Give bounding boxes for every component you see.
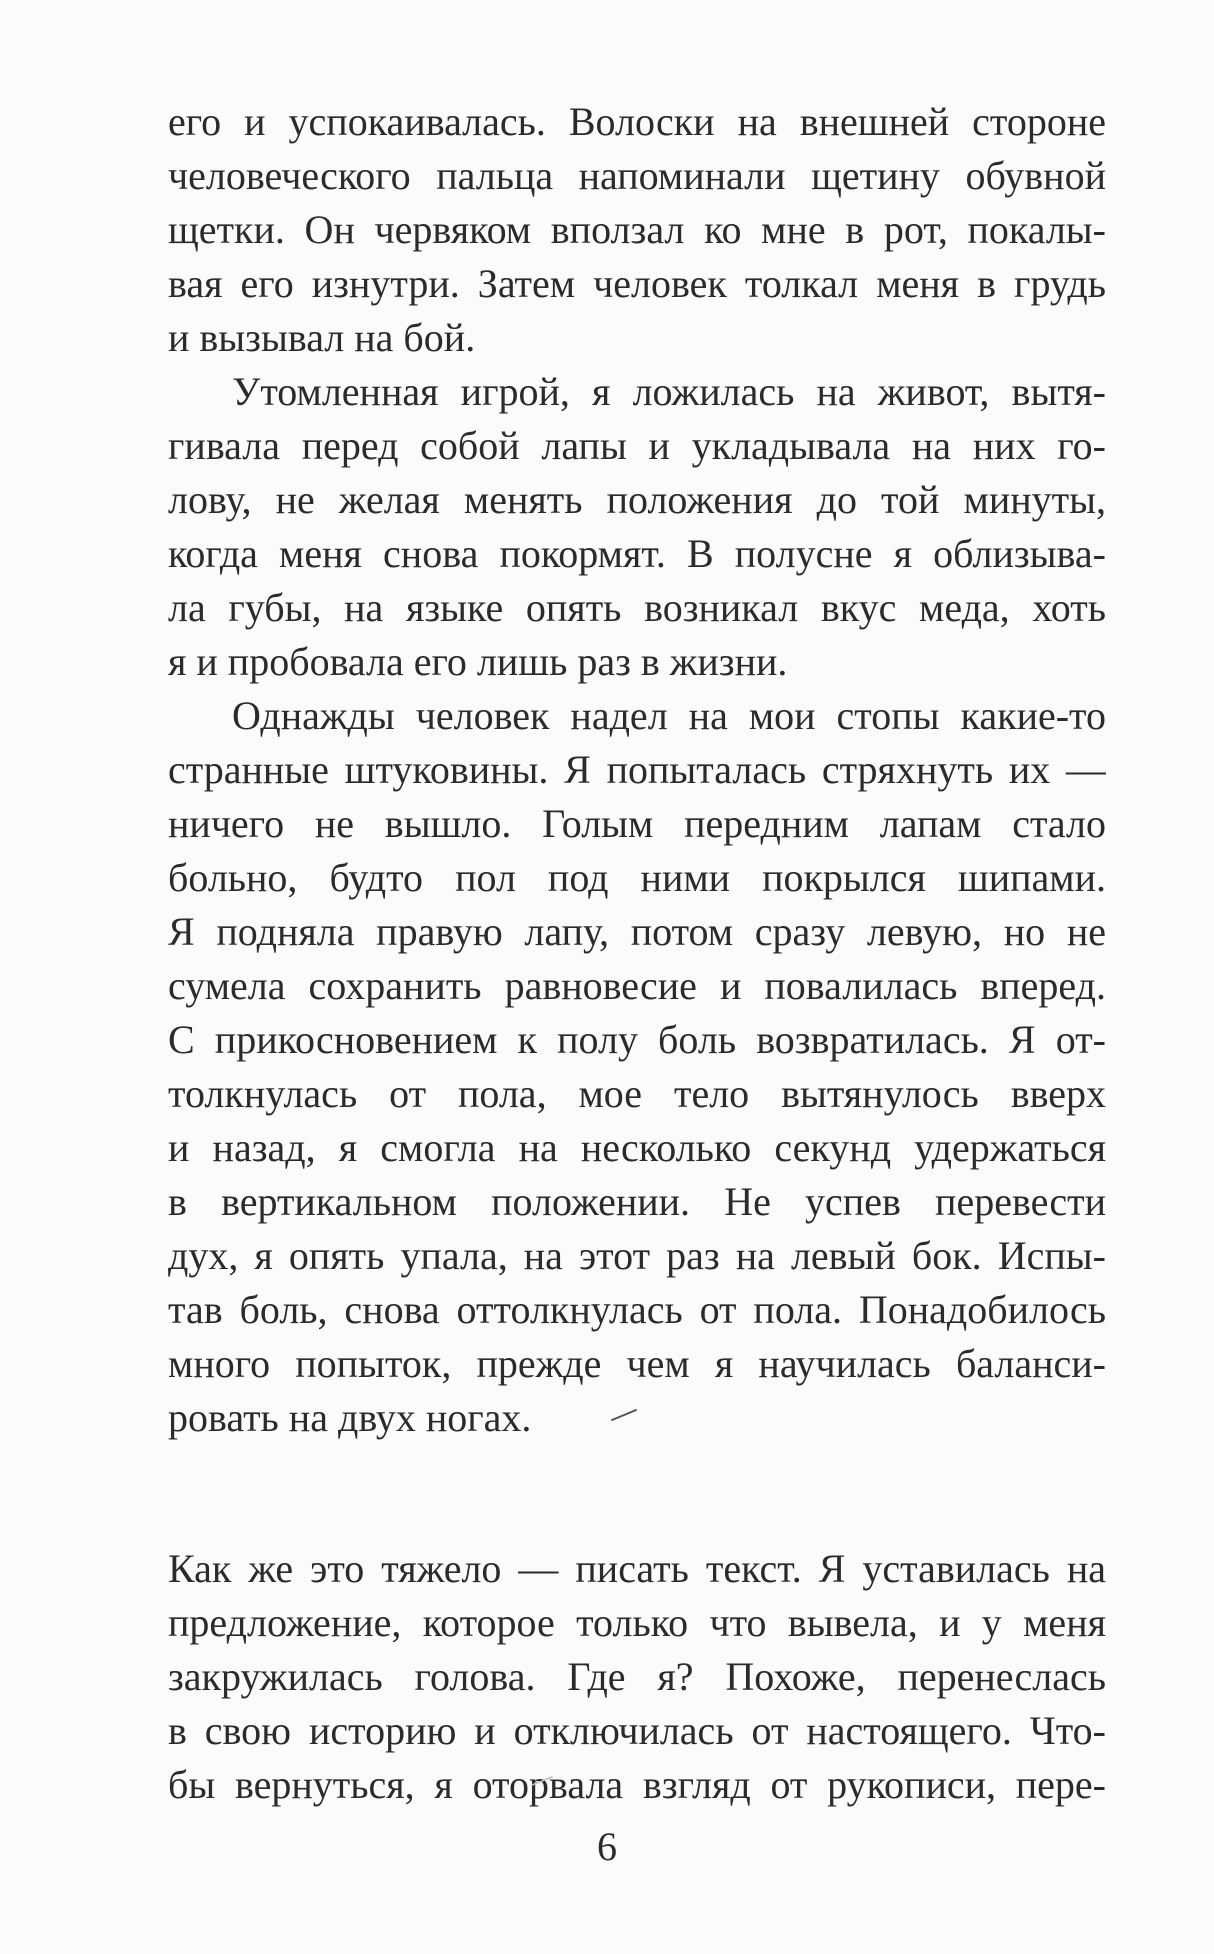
- text-line: когда меня снова покормят. В полусне я облизыва-: [168, 531, 1106, 576]
- page-number: 6: [597, 1824, 617, 1869]
- text-line: ровать на двух ногах.: [168, 1395, 532, 1440]
- pen-mark: [530, 1775, 554, 1787]
- text-line: щетки. Он червяком вползал ко мне в рот, покалы-: [168, 207, 1106, 252]
- text-line: ничего не вышло. Голым передним лапам стало: [168, 801, 1106, 846]
- text-line: сумела сохранить равновесие и повалилась вперед.: [168, 963, 1106, 1008]
- text-line: я и пробовала его лишь раз в жизни.: [168, 639, 788, 684]
- text-line: странные штуковины. Я попыталась стряхнуть их —: [168, 747, 1106, 792]
- text-line: лову, не желая менять положения до той минуты,: [168, 477, 1106, 522]
- text-line: дух, я опять упала, на этот раз на левый бок. Испы-: [168, 1233, 1106, 1278]
- text-line: вая его изнутри. Затем человек толкал меня в грудь: [168, 261, 1106, 306]
- text-line: много попыток, прежде чем я научилась баланси-: [168, 1341, 1106, 1386]
- text-line: гивала перед собой лапы и укладывала на них го-: [168, 423, 1106, 468]
- text-line: Я подняла правую лапу, потом сразу левую, но не: [168, 909, 1106, 954]
- paragraph-first-line: Утомленная игрой, я ложилась на живот, вытя-: [232, 369, 1106, 414]
- pen-mark: [610, 1408, 638, 1422]
- text-line: больно, будто пол под ними покрылся шипами.: [168, 855, 1106, 900]
- text-line: человеческого пальца напоминали щетину обувной: [168, 153, 1106, 198]
- text-line: предложение, которое только что вывела, и у меня: [168, 1600, 1106, 1645]
- text-line: закружилась голова. Где я? Похоже, перенеслась: [168, 1654, 1106, 1699]
- paragraph-first-line: Однажды человек надел на мои стопы какие-то: [232, 693, 1106, 738]
- text-line: его и успокаивалась. Волоски на внешней стороне: [168, 99, 1106, 144]
- text-line: С прикосновением к полу боль возвратилась. Я от-: [168, 1017, 1106, 1062]
- text-line: бы вернуться, я оторвала взгляд от рукописи, пере-: [168, 1762, 1106, 1807]
- text-line: Как же это тяжело — писать текст. Я уставилась на: [168, 1546, 1106, 1591]
- text-line: и вызывал на бой.: [168, 315, 476, 360]
- text-line: тав боль, снова оттолкнулась от пола. Понадобилось: [168, 1287, 1106, 1332]
- text-line: в свою историю и отключилась от настоящего. Что-: [168, 1708, 1106, 1753]
- text-line: и назад, я смогла на несколько секунд удержаться: [168, 1125, 1106, 1170]
- text-line: толкнулась от пола, мое тело вытянулось вверх: [168, 1071, 1106, 1116]
- text-line: в вертикальном положении. Не успев перевести: [168, 1179, 1106, 1224]
- text-line: ла губы, на языке опять возникал вкус меда, хоть: [168, 585, 1106, 630]
